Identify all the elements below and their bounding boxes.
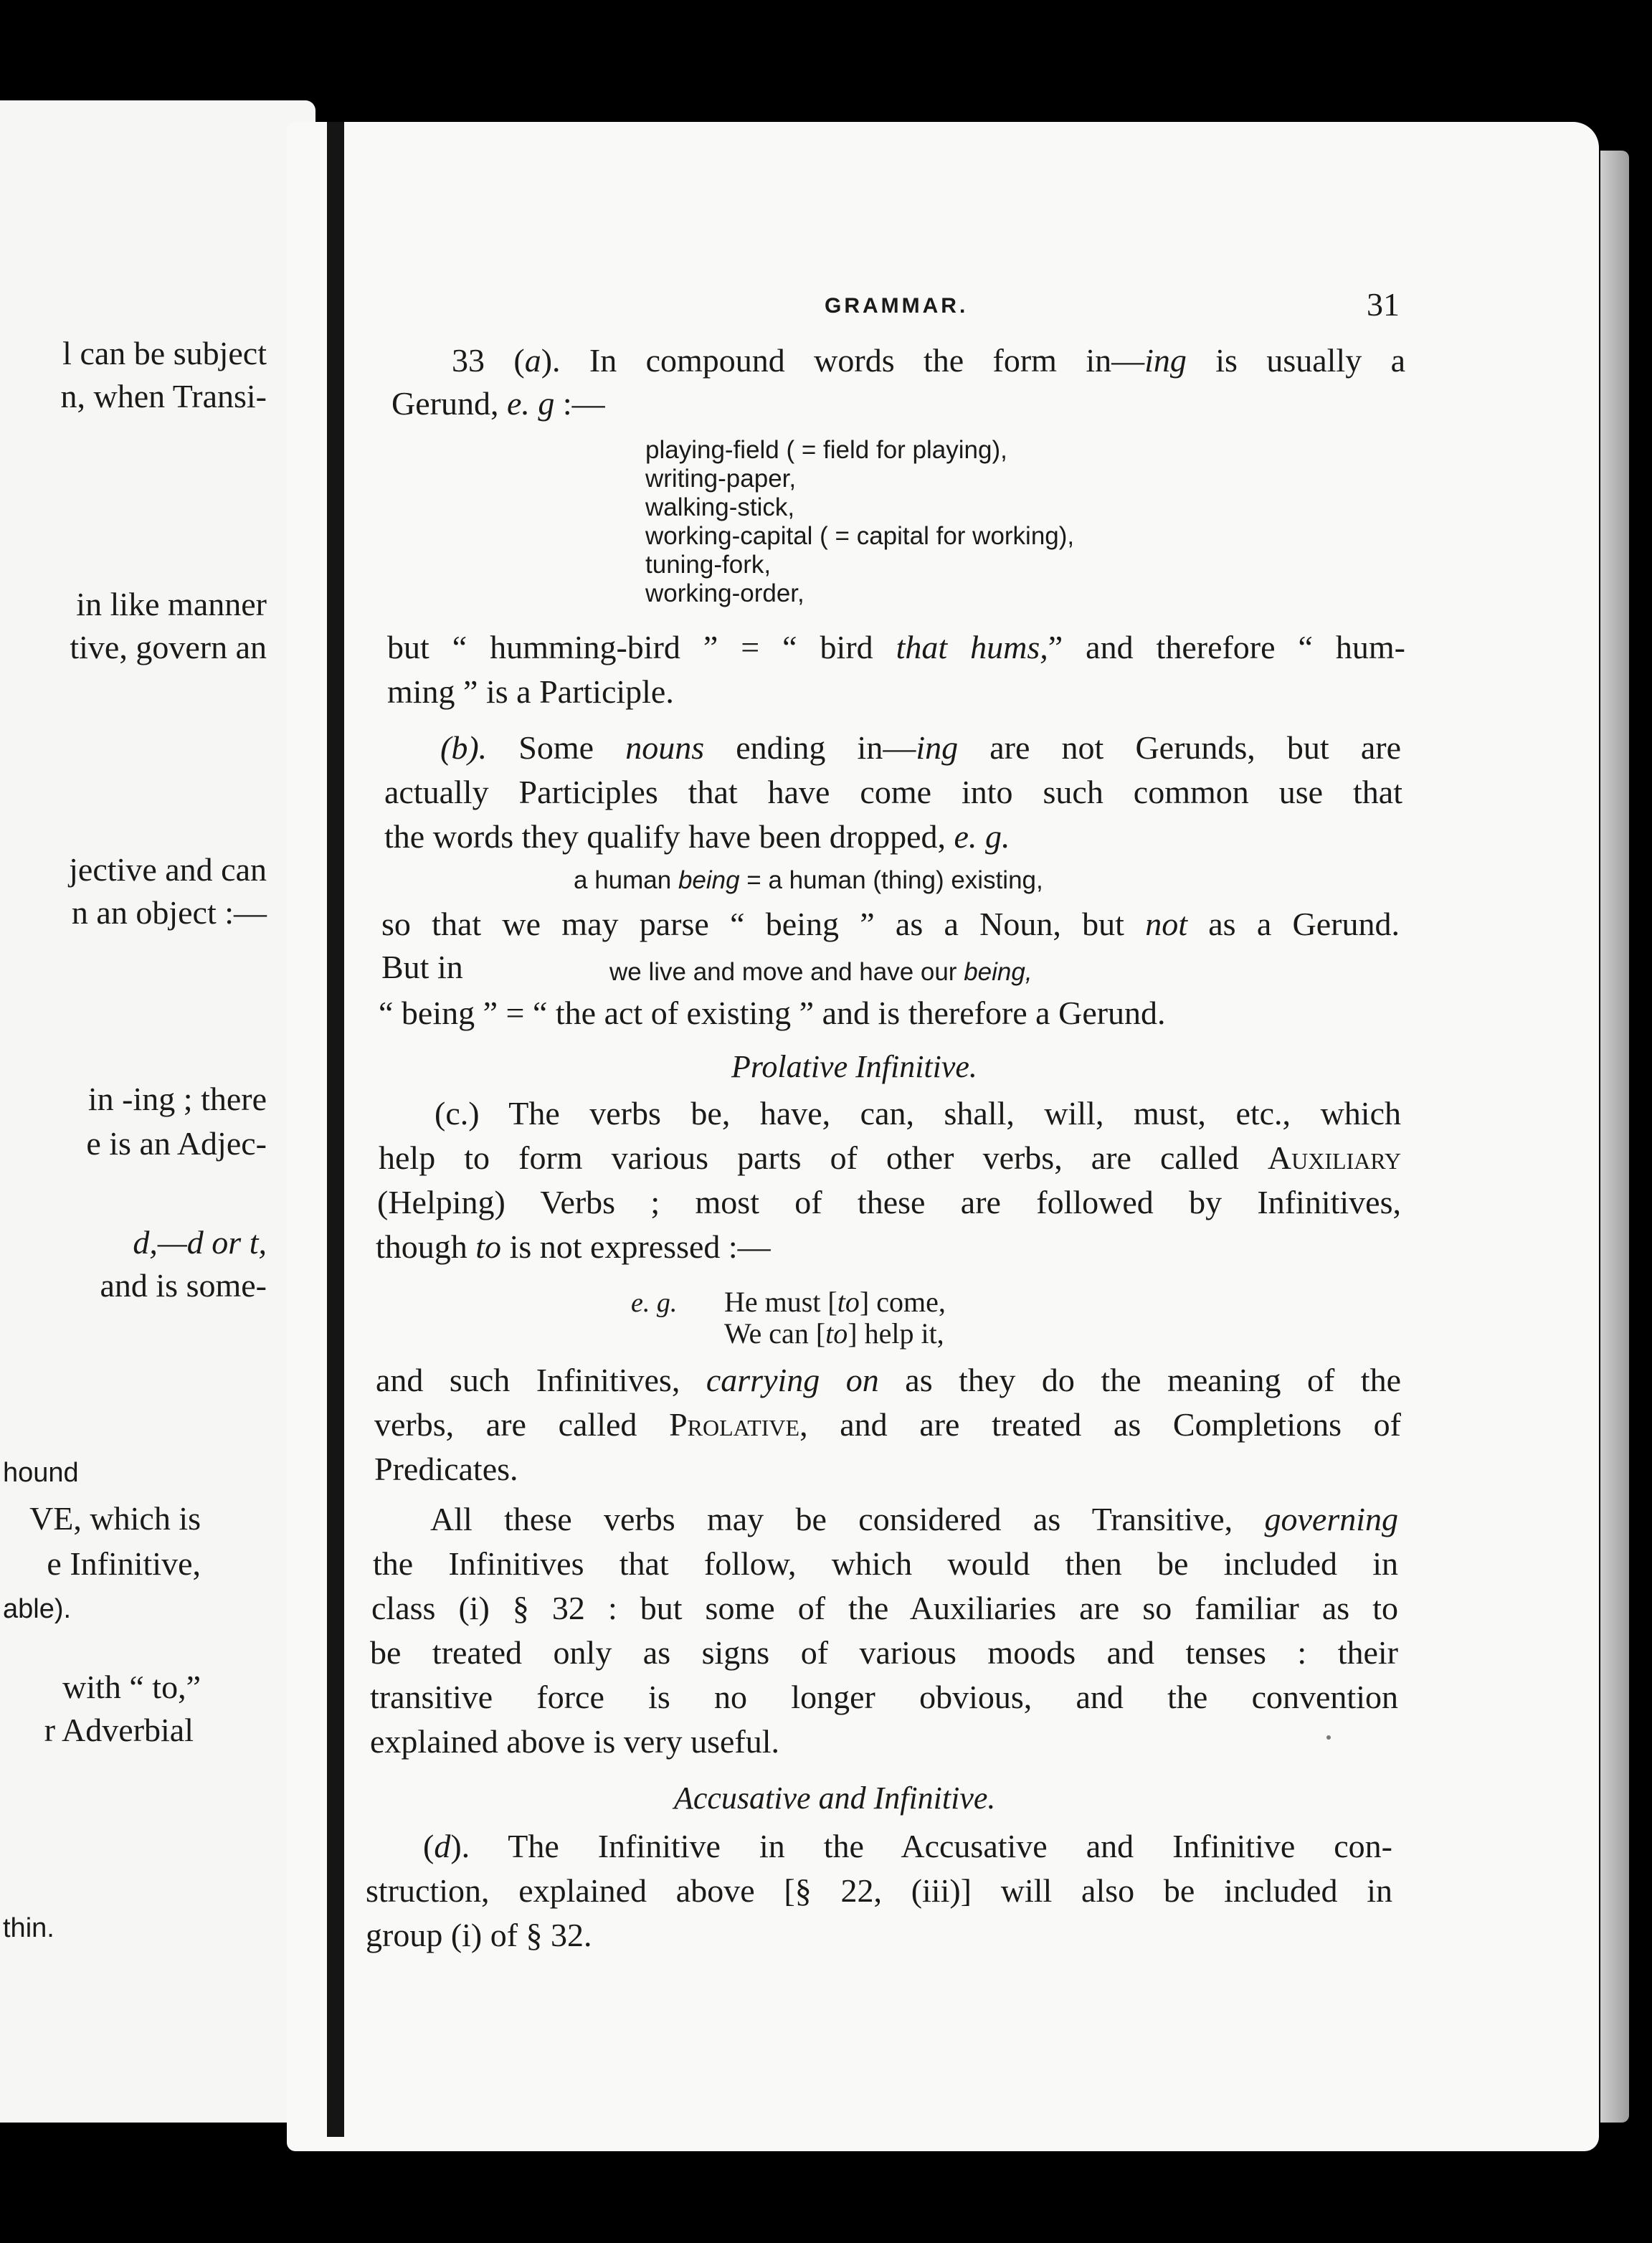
left-line-6: n an object :—: [71, 894, 267, 931]
para-33a-line-1: 33 (a). In compound words the form in—ing is usually a: [452, 342, 1406, 379]
para-all-line-2: the Infinitives that follow, which would then be included in: [373, 1545, 1398, 1582]
para-33c-line-4: though to is not expressed :—: [376, 1228, 771, 1265]
heading-prolative-infinitive: Prolative Infinitive.: [731, 1049, 977, 1084]
compound-example-5: tuning-fork,: [645, 551, 772, 579]
para-33d-line-2: struction, explained above [§ 22, (iii)] will also be included in: [366, 1872, 1392, 1909]
left-line-7: in -ing ; there: [87, 1081, 267, 1117]
para-all-line-6: explained above is very useful.: [370, 1723, 779, 1760]
compound-example-2: writing-paper,: [645, 465, 797, 493]
print-speck: [1326, 1735, 1331, 1740]
para-33b-line-3: the words they qualify have been dropped, e. g.: [384, 818, 1010, 855]
left-line-17: thin.: [3, 1913, 54, 1943]
left-line-3: in like manner: [76, 586, 267, 622]
humming-line-1: but “ humming-bird ” = “ bird that hums,” and therefore “ hum-: [387, 629, 1405, 665]
compound-example-3: walking-stick,: [645, 493, 795, 521]
compound-example-6: working-order,: [645, 579, 804, 607]
para-33b-line-2: actually Participles that have come into such common use that: [384, 774, 1402, 810]
para-33b-line-4: so that we may parse “ being ” as a Noun, but not as a Gerund.: [381, 906, 1400, 942]
para-33c-line-5: and such Infinitives, carrying on as they do the meaning of the: [376, 1362, 1402, 1398]
left-line-14: able).: [3, 1594, 72, 1624]
para-33c-line-7: Predicates.: [374, 1451, 518, 1487]
para-all-line-5: transitive force is no longer obvious, and the convention: [370, 1679, 1398, 1715]
left-line-10: and is some-: [100, 1267, 267, 1304]
left-line-8: e is an Adjec-: [86, 1125, 267, 1162]
para-33b-line-1: (b). Some nouns ending in—ing are not Gerunds, but are: [440, 729, 1401, 766]
left-line-16: r Adverbial: [44, 1712, 194, 1748]
being-example-2: we live and move and have our being,: [609, 958, 1032, 986]
para-all-line-3: class (i) § 32 : but some of the Auxiliaries are so familiar as to: [371, 1590, 1398, 1626]
left-line-11: hound: [3, 1458, 79, 1488]
left-facing-page: [0, 100, 315, 2123]
para-33c-line-2: help to form various parts of other verbs, are called Auxiliary: [379, 1139, 1401, 1176]
para-33b-line-6: “ being ” = “ the act of existing ” and is therefore a Gerund.: [379, 995, 1166, 1031]
being-example-1: a human being = a human (thing) existing,: [574, 866, 1043, 894]
para-33a-line-2: Gerund, e. g :—: [391, 385, 605, 422]
left-line-2: n, when Transi-: [60, 378, 267, 414]
left-line-9: d,—d or t,: [133, 1224, 267, 1261]
para-all-line-1: All these verbs may be considered as Transitive, governing: [430, 1501, 1398, 1537]
para-33d-line-1: (d). The Infinitive in the Accusative and Infinitive con-: [423, 1828, 1392, 1864]
left-line-5: jective and can: [69, 851, 267, 888]
para-all-line-4: be treated only as signs of various moods and tenses : their: [370, 1634, 1398, 1671]
auxiliary-example-2: We can [to] help it,: [724, 1317, 944, 1350]
auxiliary-example-1: He must [to] come,: [724, 1286, 946, 1318]
left-line-15: with “ to,”: [62, 1669, 201, 1705]
eg-label: e. g.: [631, 1288, 678, 1318]
compound-example-4: working-capital ( = capital for working),: [645, 522, 1075, 550]
para-33d-line-3: group (i) of § 32.: [366, 1917, 592, 1953]
page-edge: [1600, 151, 1629, 2123]
left-line-13: e Infinitive,: [47, 1545, 201, 1582]
para-33c-line-6: verbs, are called Prolative, and are treated as Completions of: [374, 1406, 1401, 1443]
running-head: GRAMMAR.: [825, 294, 969, 318]
compound-example-1: playing-field ( = field for playing),: [645, 436, 1007, 464]
heading-accusative-infinitive: Accusative and Infinitive.: [674, 1780, 996, 1816]
left-line-1: l can be subject: [62, 335, 267, 371]
left-line-12: VE, which is: [29, 1500, 201, 1537]
humming-line-2: ming ” is a Participle.: [387, 673, 674, 710]
left-line-4: tive, govern an: [70, 629, 267, 665]
para-33b-line-5: But in: [381, 949, 463, 985]
para-33c-line-3: (Helping) Verbs ; most of these are followed by Infinitives,: [377, 1184, 1401, 1220]
book-spine: [327, 122, 344, 2137]
para-33c-line-1: (c.) The verbs be, have, can, shall, will, must, etc., which: [435, 1095, 1401, 1132]
page-number: 31: [1367, 286, 1400, 323]
